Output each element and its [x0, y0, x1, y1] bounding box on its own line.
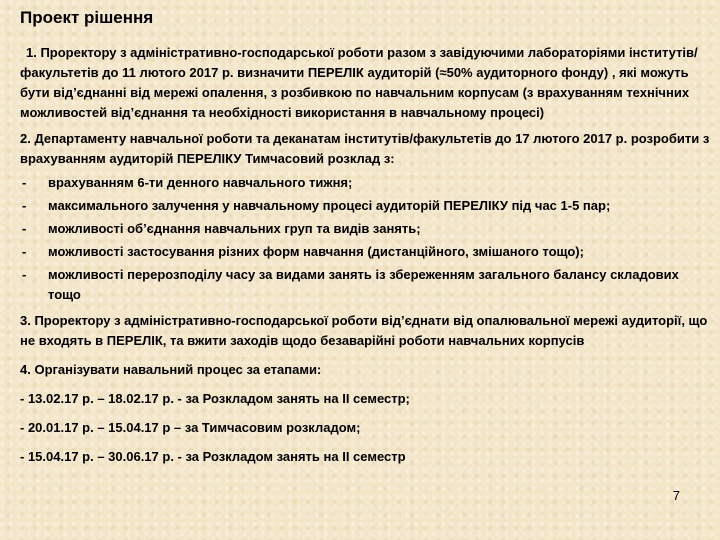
- slide-body: [20, 43, 710, 467]
- bullet-list: [20, 173, 710, 305]
- bullet-dash: -: [22, 267, 27, 282]
- bullet-text: врахуванням 6-ти денного навчального тижня;: [48, 175, 353, 190]
- slide-content: [20, 7, 710, 476]
- stage-2: - 20.01.17 р. – 15.04.17 р – за Тимчасовим розкладом;: [20, 420, 361, 435]
- stage-3: - 15.04.17 р. – 30.06.17 р. - за Розкладом занять на ІІ семестр: [20, 449, 406, 464]
- bullet-dash: -: [22, 175, 27, 190]
- item-1: 1. Проректору з адміністративно-господарської роботи разом з завідуючими лабораторіями інститутів/факультетів до 11 лютого 2017 р. визначити ПЕРЕЛІК аудиторій (≈50% аудиторного фонду) , які можуть бути від’єднанні від мережі опалення, з розбивкою по навчальним корпусам (з врахуванням технічних можливостей від’єднання та необхідності використання в навчальному процесі): [20, 45, 698, 120]
- bullet-text: можливості об’єднання навчальних груп та видів занять;: [48, 221, 421, 236]
- bullet-item: [20, 242, 710, 262]
- bullet-dash: -: [22, 244, 27, 259]
- item-2: 2. Департаменту навчальної роботи та деканатам інститутів/факультетів до 17 лютого 2017 р. розробити з врахуванням аудиторій ПЕРЕЛІКУ Тимчасовий розклад з:: [20, 131, 710, 166]
- stage-1: - 13.02.17 р. – 18.02.17 р. - за Розкладом занять на ІІ семестр;: [20, 391, 410, 406]
- slide-title: Проект рішення: [20, 8, 154, 27]
- bullet-item: [20, 196, 710, 216]
- page-number: 7: [672, 488, 680, 503]
- bullet-item: [20, 265, 710, 305]
- item-4: 4. Організувати навальний процес за етапами:: [20, 362, 322, 377]
- bullet-item: [20, 173, 710, 193]
- bullet-text: можливості перерозподілу часу за видами занять із збереженням загального балансу складових тощо: [48, 267, 679, 302]
- item-3: 3. Проректору з адміністративно-господарської роботи від’єднати від опалювальної мережі аудиторії, що не входять в ПЕРЕЛІК, та вжити заходів щодо безаварійні роботи навчальних корпусів: [20, 313, 708, 348]
- bullet-dash: -: [22, 198, 27, 213]
- bullet-text: максимального залучення у навчальному процесі аудиторій ПЕРЕЛІКУ під час 1-5 пар;: [48, 198, 611, 213]
- bullet-item: [20, 219, 710, 239]
- bullet-text: можливості застосування різних форм навчання (дистанційного, змішаного тощо);: [48, 244, 584, 259]
- bullet-dash: -: [22, 221, 27, 236]
